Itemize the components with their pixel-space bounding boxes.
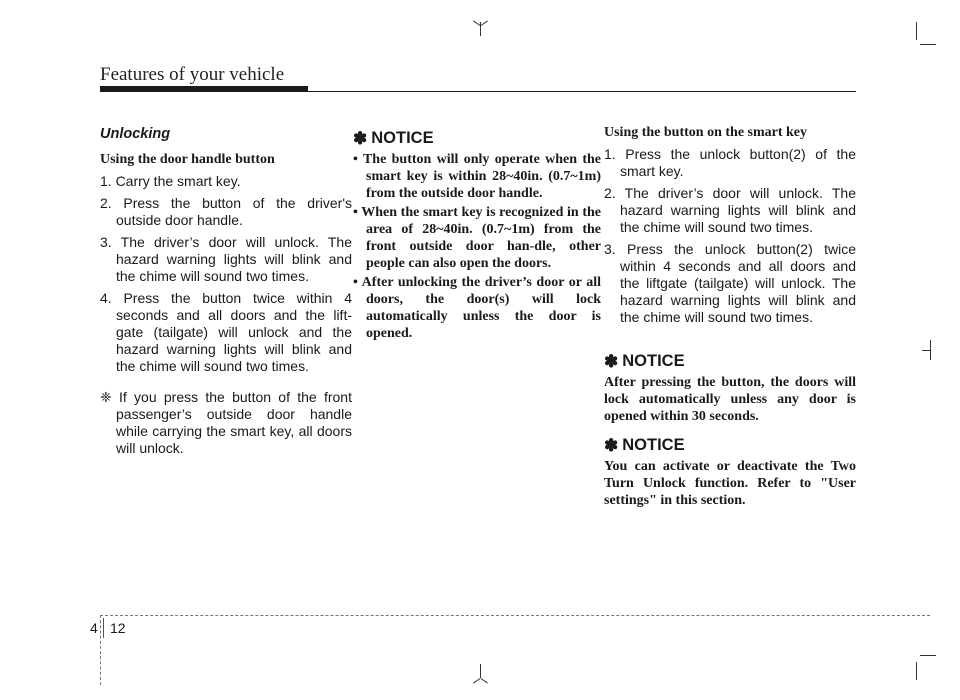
notice-star-icon: ✽ — [604, 352, 619, 371]
footer-dashed-vertical — [100, 615, 101, 685]
notice-label: NOTICE — [371, 129, 434, 147]
right-column — [604, 124, 856, 521]
left-column — [100, 124, 352, 457]
step-list — [604, 146, 856, 326]
step-item: 3. Press the unlock button(2) twice within 4 seconds and all doors and the liftgate (tailgate) will unlock. The hazard warning lights will blink and the chime will sound two times. — [604, 241, 856, 325]
section-subheading: Unlocking — [100, 126, 171, 142]
step-list — [100, 173, 352, 375]
notice-bullet: • The button will only operate when the smart key is within 28~40in. (0.7~1m) from the outside door handle. — [353, 152, 601, 201]
notice-bullet-list — [353, 151, 601, 342]
notice-star-icon: ✽ — [604, 436, 619, 455]
notice-body: You can activate or deactivate the Two Turn Unlock function. Refer to "User settings" in this section. — [604, 459, 856, 508]
method-title: Using the button on the smart key — [604, 125, 808, 140]
step-item: 2. The driver’s door will unlock. The hazard warning lights will blink and the chime will sound two times. — [604, 185, 856, 235]
page-number: 12 — [110, 620, 126, 636]
page-header-title: Features of your vehicle — [100, 64, 285, 85]
step-item: 2. Press the button of the driver's outside door handle. — [100, 195, 352, 228]
notice-heading — [353, 130, 601, 147]
chapter-number: 4 — [90, 620, 98, 636]
notice-bullet: • After unlocking the driver’s door or all doors, the door(s) will lock automatically unless the door is opened. — [353, 275, 601, 341]
notice-body: After pressing the button, the doors will lock automatically unless any door is opened within 30 seconds. — [604, 375, 856, 424]
notice-heading — [604, 353, 856, 370]
header-rule-thin — [100, 91, 856, 92]
notice-label: NOTICE — [622, 352, 685, 370]
step-item: 1. Carry the smart key. — [100, 173, 241, 189]
page-number-divider — [103, 618, 104, 638]
notice-label: NOTICE — [622, 436, 685, 454]
notice-bullet: • When the smart key is recognized in the area of 28~40in. (0.7~1m) from the front outside door han-dle, other people can also open the doors. — [353, 205, 601, 271]
step-item: 3. The driver’s door will unlock. The hazard warning lights will blink and the chime will sound two times. — [100, 234, 352, 284]
step-item: 1. Press the unlock button(2) of the smart key. — [604, 146, 856, 179]
step-item: 4. Press the button twice within 4 seconds and all doors and the lift-gate (tailgate) will unlock and the hazard warning lights will blink and the chime will sound two times. — [100, 290, 352, 374]
notice-star-icon: ✽ — [353, 129, 368, 148]
footer-dashed-rule — [100, 615, 930, 616]
method-title: Using the door handle button — [100, 152, 275, 167]
middle-column — [353, 124, 601, 344]
notice-heading — [604, 437, 856, 454]
passenger-note: ❈ If you press the button of the front passenger’s outside door handle while carrying the smart key, all doors will unlock. — [100, 389, 352, 456]
